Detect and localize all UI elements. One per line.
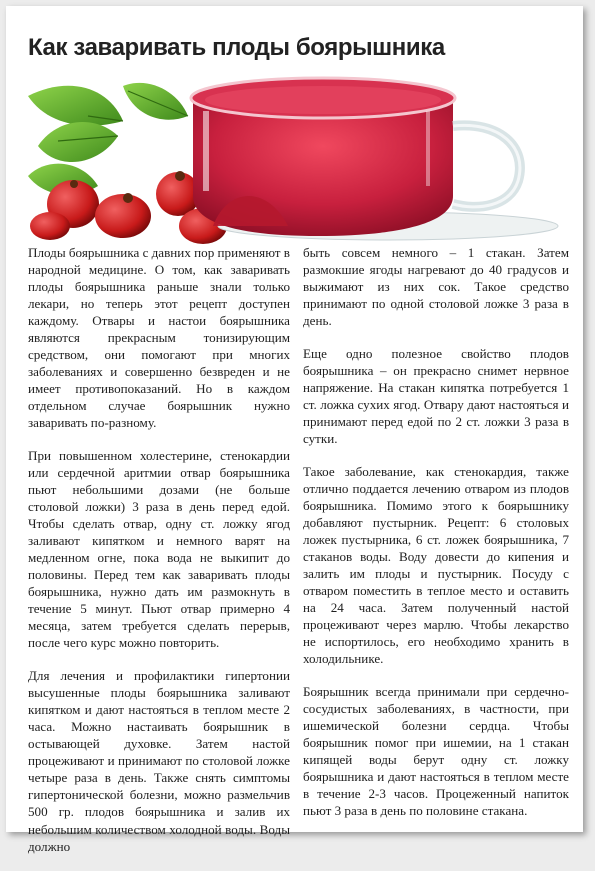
paragraph: Еще одно полезное свойство плодов боярышника – он прекрасно снимет нервное напряжение. На стакан кипятка потребуется 1 ст. ложка сухих ягод. Отвару дают настояться и принимают перед едой по 2 ст. ложки 3 раза в сутки. <box>303 346 569 447</box>
paragraph: быть совсем немного – 1 стакан. Затем размокшие ягоды нагревают до 40 градусов и выжимают из них сок. Такое средство принимают по одной столовой ложке 3 раза в день. <box>303 245 569 329</box>
article-page <box>6 6 583 854</box>
article-title: Как заваривать плоды боярышника <box>28 34 445 61</box>
paragraph: Плоды боярышника с давних пор применяют в народной медицине. О том, как заваривать плоды боярышника раньше знали только лекари, но теперь этот рецепт доступен каждому. Отвары и настои боярышника являются прекрасным тонизирующим средством, они помогают при многих заболеваниях и совершенно безвреден и не имеет противопоказаний. Но в каждом отдельном случае боярышник нужно заваривать по-разному. <box>28 245 290 431</box>
left-column <box>28 244 290 871</box>
paragraph: Боярышник всегда принимали при сердечно-сосудистых заболеваниях, в частности, при ишемической болезни сердца. Чтобы боярышник помог при ишемии, на 1 стакан кипящей воды берут одну ст. ложку боярышника и дают настояться в теплом месте в течение 2-3 часов. Процеженный напиток пьют 3 раза в день по половине стакана. <box>303 684 569 819</box>
paragraph: При повышенном холестерине, стенокардии или сердечной аритмии отвар боярышника пьют небольшими дозами (не больше столовой ложки) 3 раза в день перед едой. Чтобы сделать отвар, одну ст. ложку ягод заливают кипятком и немного варят на медленном огне, пока вода не выкипит до половины. Перед тем как заваривать плоды боярышника, нужно дать им размокнуть в течение 5 минут. Пьют отвар примерно 4 месяца, затем требуется сделать перерыв, после чего курс можно повторить. <box>28 448 290 651</box>
tea-photo <box>28 76 557 236</box>
paragraph: Такое заболевание, как стенокардия, также отлично поддается лечению отваром из плодов боярышника. Помимо этого к боярышнику добавляют пустырник. Рецепт: 6 столовых ложек пустырника, 6 ст. ложек боярышника, 7 стаканов воды. Воду довести до кипения и залить им плоды и пустырник. Посуду с отваром поместить в теплое место и оставить на 24 часа. Затем полученный настой процеживают через марлю. Чтобы лекарство не испортилось, его необходимо хранить в холодильнике. <box>303 464 569 667</box>
paragraph: Для лечения и профилактики гипертонии высушенные плоды боярышника заливают кипятком и дают настояться в теплом месте 2 часа. Можно настаивать боярышник в остывающей духовке. Затем настой процеживают и принимают по столовой ложке четыре раза в день. Также снять симптомы гипертонической болезни, можно размельчив 500 гр. плодов боярышника и залив их небольшим количеством холодной воды. Воды должно <box>28 668 290 854</box>
right-column <box>303 244 569 835</box>
